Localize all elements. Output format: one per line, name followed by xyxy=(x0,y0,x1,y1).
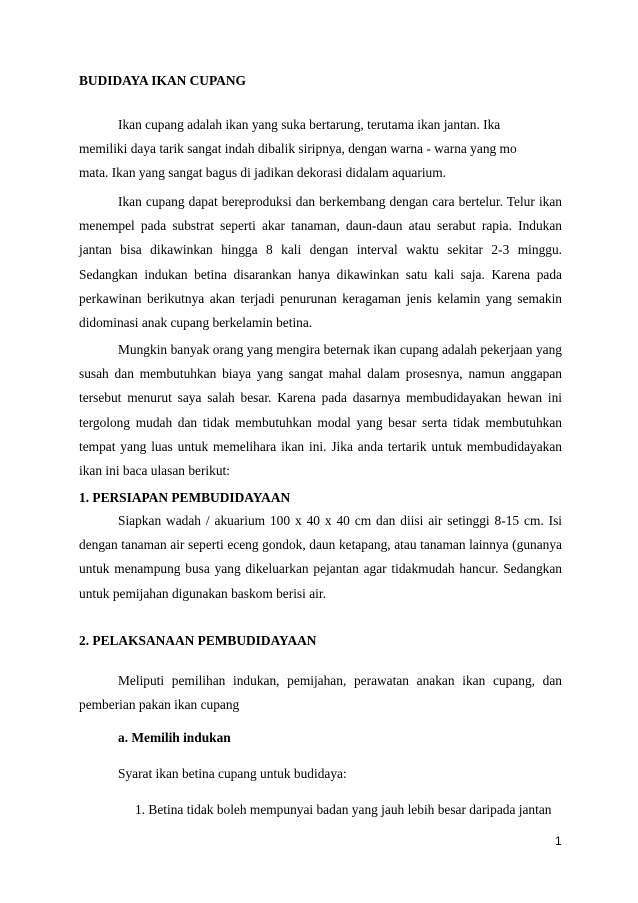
paragraph-reproduction: Ikan cupang dapat bereproduksi dan berkembang dengan cara bertelur. Telur ikan menempel pada substrat seperti akar tanaman, daun-daun atau serabut rapia. Indukan jantan bisa dikawinkan hingga 8 kali dengan interval waktu sekitar 2-3 minggu. Sedangkan indukan betina disarankan hanya dikawinkan satu kali saja. Karena pada perkawinan berikutnya akan terjadi penurunan keragaman jenis kelamin yang semakin didominasi anak cupang berkelamin betina. xyxy=(79,194,562,331)
section-1-heading: 1. PERSIAPAN PEMBUDIDAYAAN xyxy=(79,490,291,505)
subsection-a-heading: a. Memilih indukan xyxy=(118,730,231,745)
section-1-text: Siapkan wadah / akuarium 100 x 40 x 40 cm dan diisi air setinggi 8-15 cm. Isi dengan tanaman air seperti eceng gondok, daun ketapang, atau tanaman lainnya (gunanya untuk menampung busa yang dikeluarkan pejantan agar tidakmudah hancur. Sedangkan untuk pemijahan digunakan baskom berisi air. xyxy=(79,513,562,601)
section-2-heading: 2. PELAKSANAAN PEMBUDIDAYAAN xyxy=(79,633,317,648)
page-number: 1 xyxy=(555,834,562,848)
paragraph-cultivation-intro: Mungkin banyak orang yang mengira beternak ikan cupang adalah pekerjaan yang susah dan membutuhkan biaya yang sangat mahal dalam prosesnya, namun anggapan tersebut menurut saya salah besar. Karena pada dasarnya membudidayakan hewan ini tergolong mudah dan tidak membutuhkan modal yang besar serta tidak membutuhkan tempat yang luas untuk memelihara ikan ini. Jika anda tertarik untuk membudidayakan ikan ini baca ulasan berikut: xyxy=(79,342,562,479)
document-title: BUDIDAYA IKAN CUPANG xyxy=(79,73,246,88)
section-2-text: Meliputi pemilihan indukan, pemijahan, perawatan anakan ikan cupang, dan pemberian pakan ikan cupang xyxy=(79,673,562,713)
intro-line-2: memiliki daya tarik sangat indah dibalik siripnya, dengan warna - warna yang mo xyxy=(79,141,517,156)
subsection-a-intro: Syarat ikan betina cupang untuk budidaya: xyxy=(118,766,347,781)
list-item: 1. Betina tidak boleh mempunyai badan yang jauh lebih besar daripada jantan xyxy=(135,802,552,817)
intro-line-3: mata. Ikan yang sangat bagus di jadikan dekorasi didalam aquarium. xyxy=(79,165,447,180)
intro-line-1: Ikan cupang adalah ikan yang suka bertarung, terutama ikan jantan. Ika xyxy=(118,117,501,132)
